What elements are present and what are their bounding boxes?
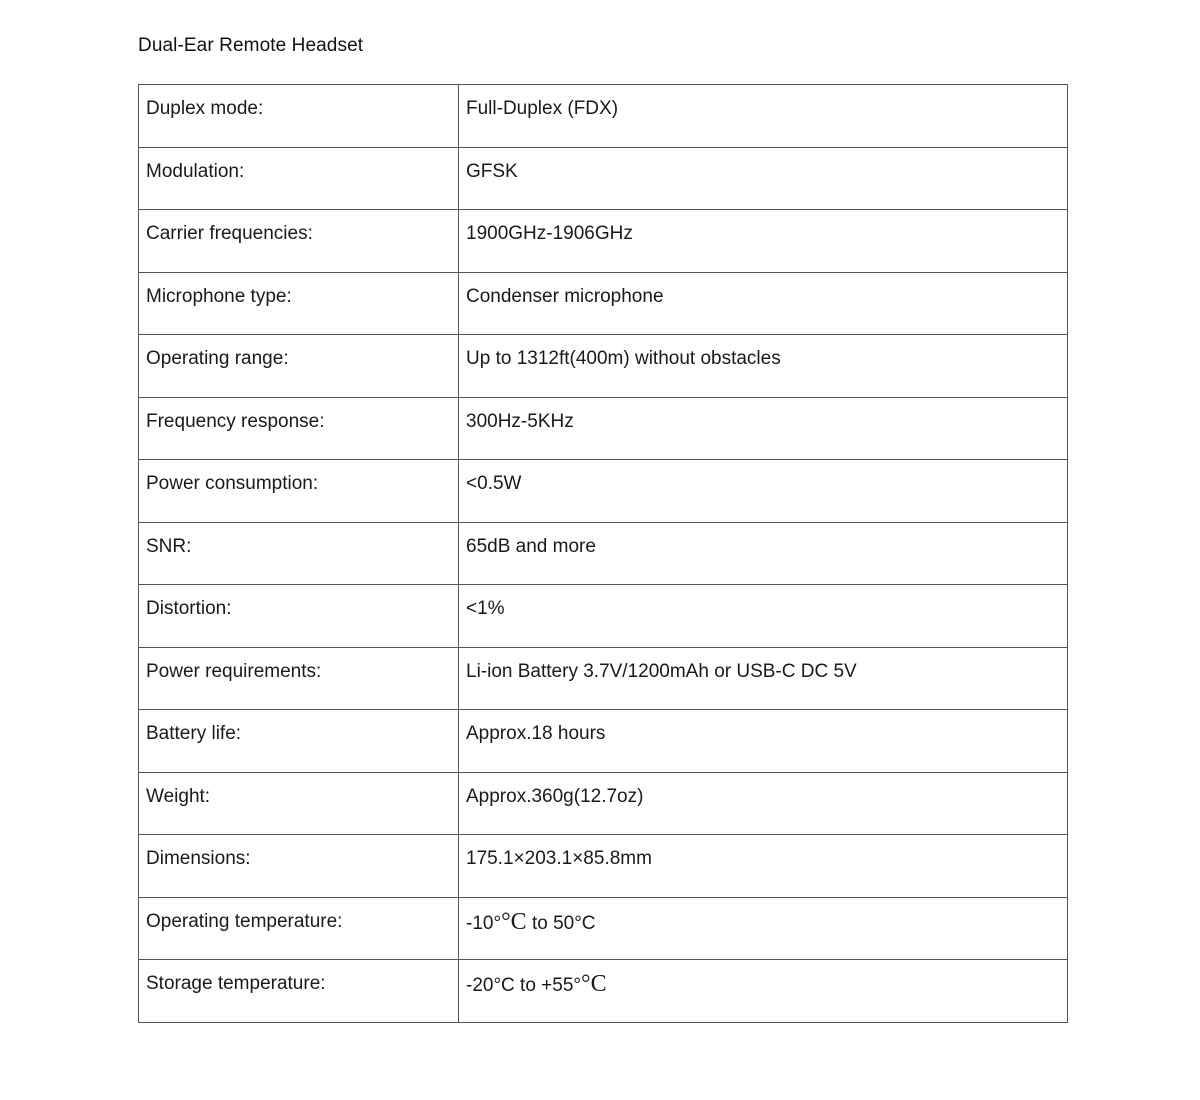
spec-value: 1900GHz-1906GHz — [466, 223, 633, 244]
table-row — [139, 835, 1068, 898]
spec-label: Distortion: — [146, 598, 232, 619]
spec-table — [138, 84, 1068, 1023]
spec-value-part: -10° — [466, 912, 502, 934]
spec-value-cell — [459, 585, 1068, 648]
spec-label-cell — [139, 210, 459, 273]
spec-value-cell — [459, 85, 1068, 148]
spec-label: Dimensions: — [146, 848, 251, 869]
spec-value: Approx.18 hours — [466, 723, 606, 744]
spec-label-cell — [139, 585, 459, 648]
spec-value: 65dB and more — [466, 535, 596, 557]
spec-value: Li-ion Battery 3.7V/1200mAh or USB-C DC 5V — [466, 660, 857, 682]
spec-value: <0.5W — [466, 473, 522, 494]
table-row — [139, 522, 1068, 585]
spec-value-cell — [459, 460, 1068, 523]
table-row — [139, 147, 1068, 210]
spec-label: Frequency response: — [146, 410, 325, 432]
spec-value-cell — [459, 647, 1068, 710]
spec-value: 300Hz-5KHz — [466, 410, 574, 432]
table-row — [139, 460, 1068, 523]
table-row — [139, 772, 1068, 835]
table-row — [139, 585, 1068, 648]
celsius-symbol: °C — [581, 971, 607, 997]
spec-value: GFSK — [466, 160, 518, 182]
spec-label: Modulation: — [146, 160, 245, 182]
spec-label-cell — [139, 710, 459, 773]
table-row — [139, 647, 1068, 710]
spec-label: Microphone type: — [146, 285, 292, 307]
spec-label-cell — [139, 272, 459, 335]
table-row — [139, 335, 1068, 398]
spec-label: Operating range: — [146, 348, 289, 369]
table-row — [139, 210, 1068, 273]
table-row — [139, 272, 1068, 335]
spec-label: Power requirements: — [146, 660, 322, 682]
spec-label: Weight: — [146, 785, 211, 807]
spec-value: Condenser microphone — [466, 285, 664, 307]
spec-value — [466, 898, 596, 936]
spec-value-cell — [459, 960, 1068, 1023]
spec-value-cell — [459, 272, 1068, 335]
table-row — [139, 897, 1068, 960]
spec-label: Storage temperature: — [146, 973, 326, 994]
spec-label: Power consumption: — [146, 473, 319, 494]
spec-value: <1% — [466, 598, 505, 619]
spec-value: Up to 1312ft(400m) without obstacles — [466, 348, 781, 369]
spec-label-cell — [139, 85, 459, 148]
spec-label-cell — [139, 335, 459, 398]
spec-label-cell — [139, 147, 459, 210]
spec-label: Battery life: — [146, 723, 242, 744]
spec-value-cell — [459, 772, 1068, 835]
spec-value-cell — [459, 335, 1068, 398]
table-row — [139, 710, 1068, 773]
table-row — [139, 85, 1068, 148]
spec-label-cell — [139, 772, 459, 835]
spec-value-cell — [459, 397, 1068, 460]
table-row — [139, 397, 1068, 460]
spec-value-cell — [459, 897, 1068, 960]
celsius-symbol: °C — [501, 908, 527, 935]
spec-label-cell — [139, 522, 459, 585]
spec-label-cell — [139, 397, 459, 460]
spec-value-part: -20°C to +55° — [466, 975, 582, 996]
spec-label-cell — [139, 460, 459, 523]
spec-value-part: to 50°C — [526, 912, 596, 934]
spec-label: Duplex mode: — [146, 98, 264, 119]
spec-value: Full-Duplex (FDX) — [466, 98, 619, 119]
spec-label: SNR: — [146, 535, 192, 557]
spec-value-cell — [459, 710, 1068, 773]
spec-value: Approx.360g(12.7oz) — [466, 785, 644, 807]
spec-label: Carrier frequencies: — [146, 223, 313, 244]
spec-value-cell — [459, 522, 1068, 585]
spec-label: Operating temperature: — [146, 910, 343, 932]
spec-label-cell — [139, 960, 459, 1023]
spec-label-cell — [139, 897, 459, 960]
table-row — [139, 960, 1068, 1023]
spec-value-cell — [459, 147, 1068, 210]
spec-label-cell — [139, 835, 459, 898]
spec-value: 175.1×203.1×85.8mm — [466, 848, 652, 869]
spec-value-cell — [459, 835, 1068, 898]
spec-label-cell — [139, 647, 459, 710]
spec-value — [466, 960, 607, 998]
document-title: Dual-Ear Remote Headset — [138, 35, 364, 56]
spec-value-cell — [459, 210, 1068, 273]
